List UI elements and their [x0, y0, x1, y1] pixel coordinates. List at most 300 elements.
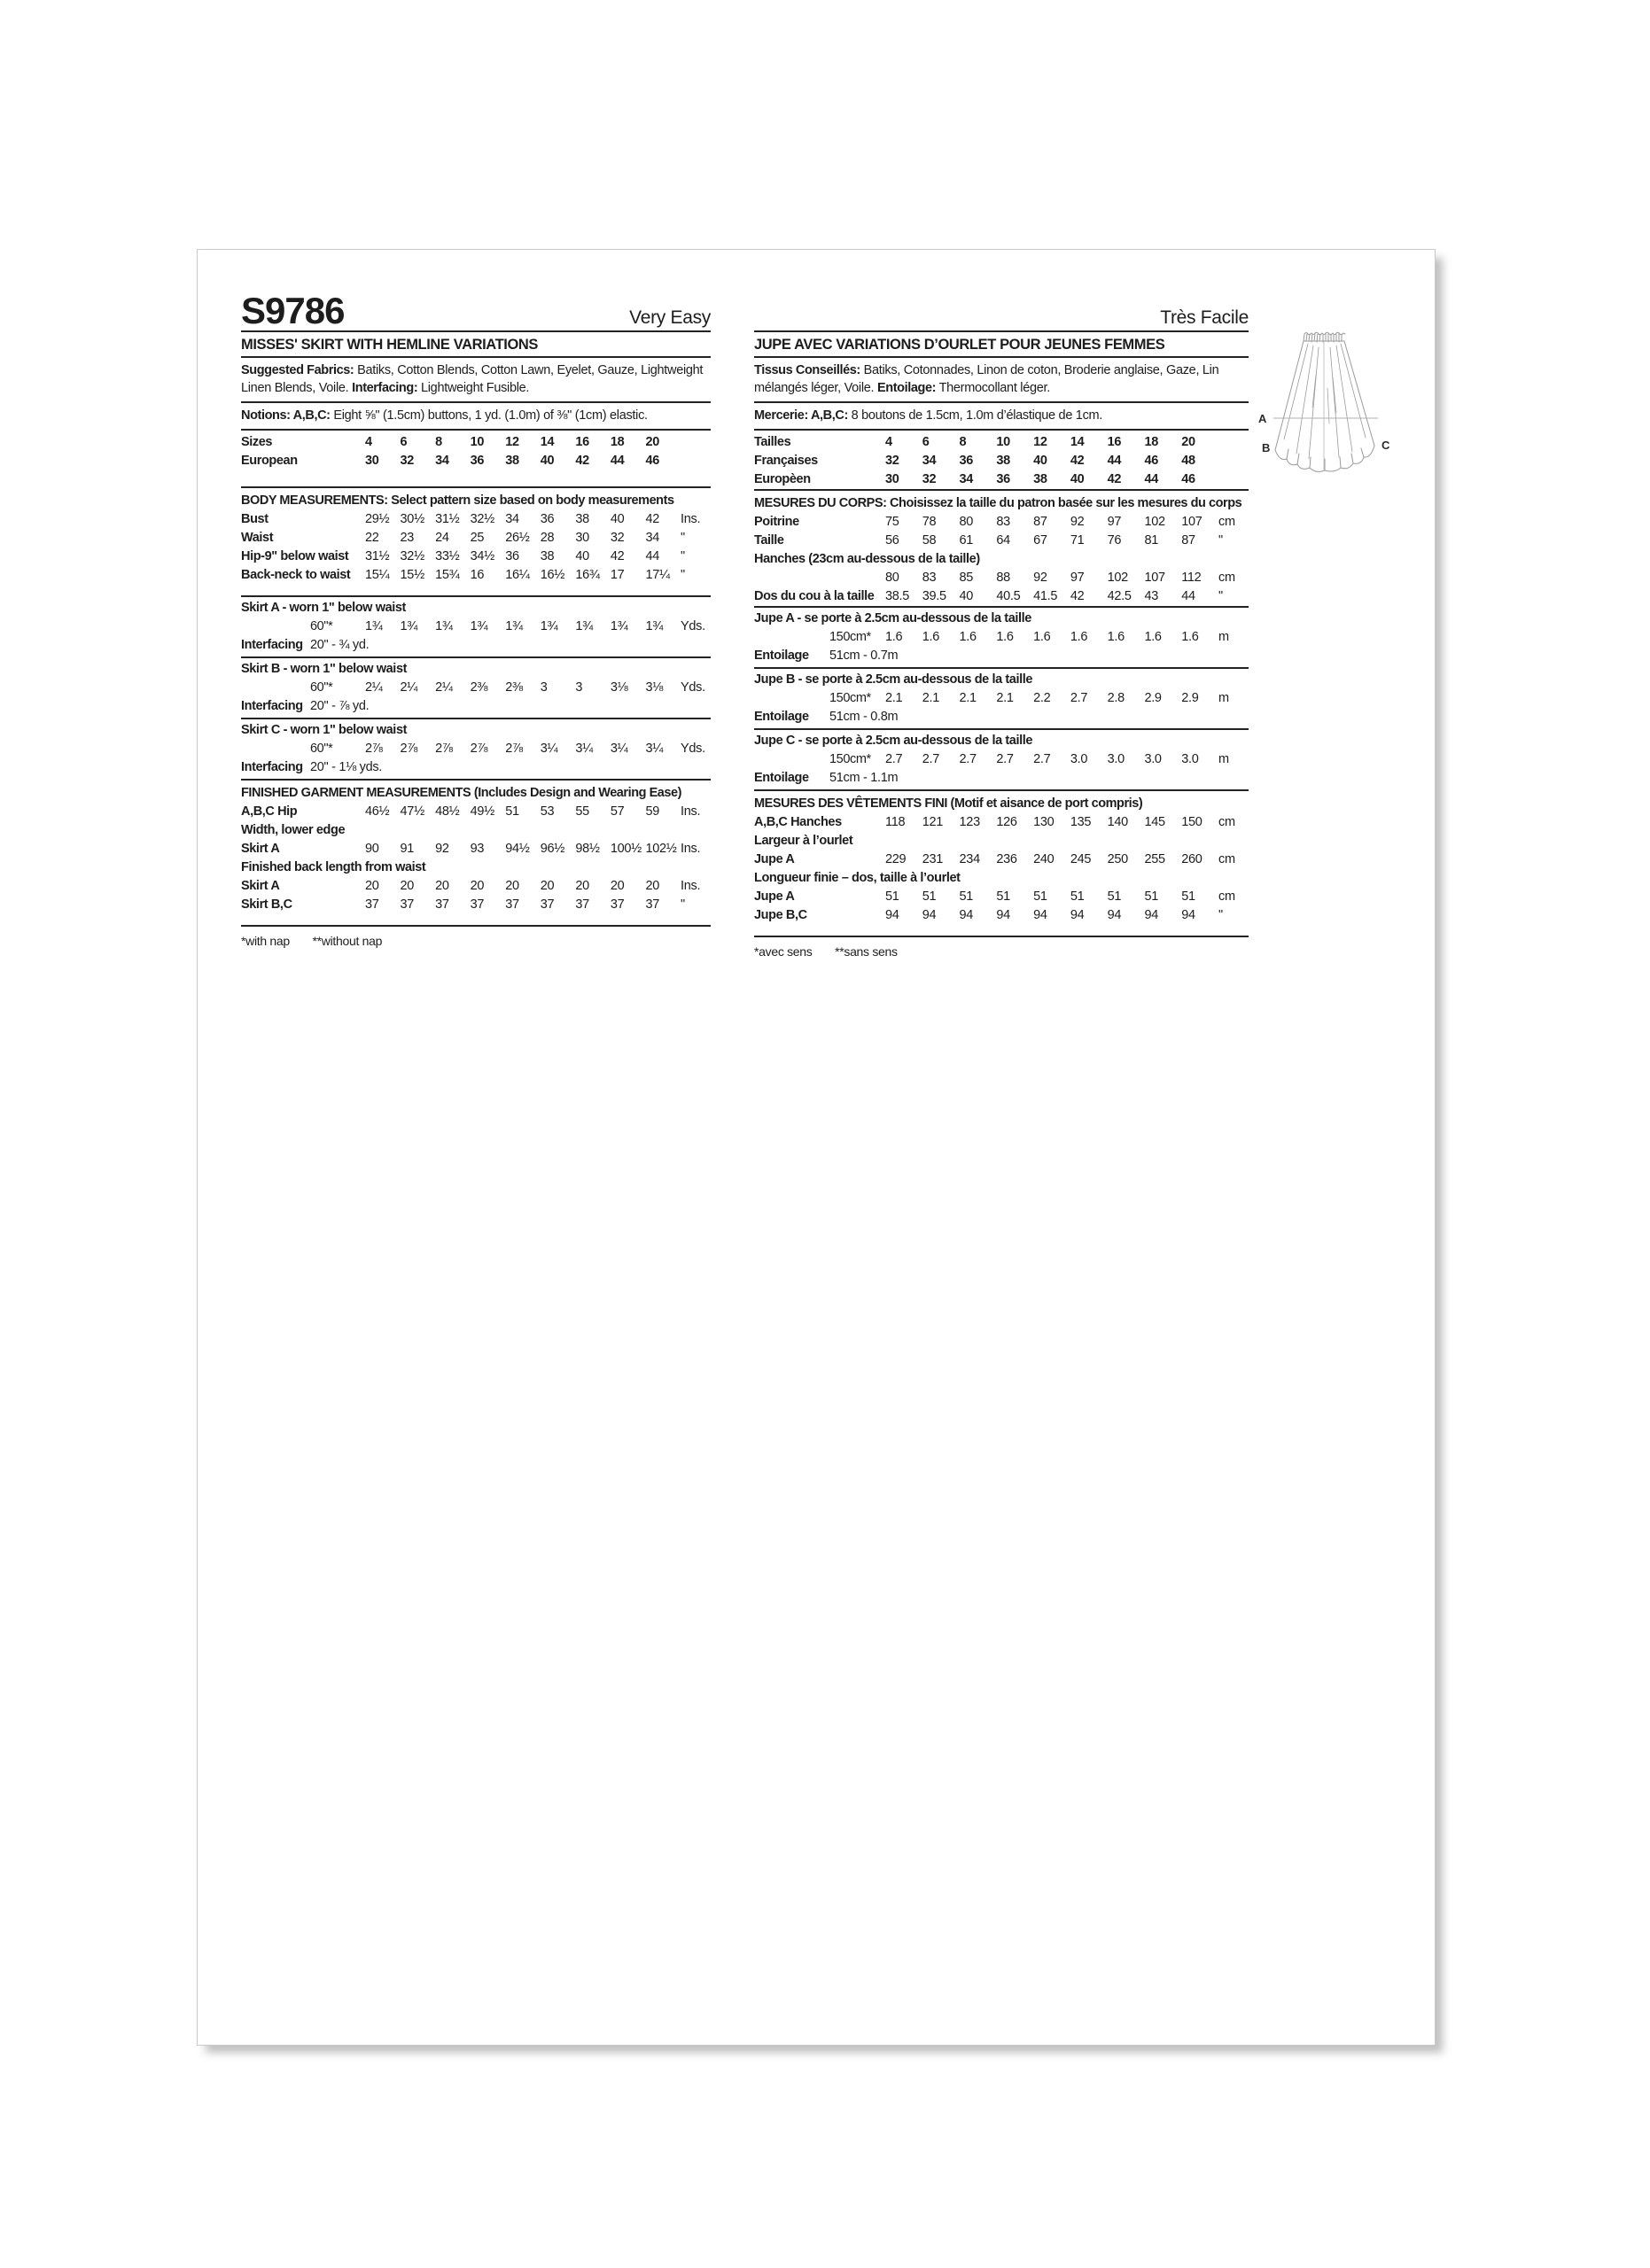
value-cell: 22 — [365, 531, 379, 545]
interfacing-lead-en: Interfacing: — [352, 381, 418, 395]
value-cell: 32½ — [400, 549, 424, 563]
value-cell: 1.6 — [959, 630, 977, 644]
value-cell: 30 — [575, 531, 589, 545]
value-cell: 97 — [1070, 571, 1085, 585]
row-label: Waist — [241, 531, 274, 545]
value-cell: 2.1 — [922, 691, 940, 705]
value-cell: 2¼ — [400, 680, 418, 695]
value-cell: 61 — [959, 533, 974, 548]
value-cell: 1.6 — [1070, 630, 1088, 644]
value-cell: 130 — [1033, 815, 1055, 829]
value-cell: 44 — [1144, 472, 1158, 486]
skirt-heading: Jupe A - se porte à 2.5cm au-dessous de la taille — [754, 611, 1031, 625]
value-cell: 40 — [540, 454, 555, 468]
value-cell: 94 — [1070, 908, 1085, 922]
value-cell: 10 — [470, 435, 485, 449]
value-cell: 46½ — [365, 804, 390, 819]
skirt-illustration — [1252, 326, 1420, 481]
value-cell: 260 — [1181, 852, 1202, 866]
difficulty-label-fr: Très Facile — [1160, 307, 1249, 328]
value-cell: 1.6 — [922, 630, 940, 644]
value-cell: 36 — [996, 472, 1010, 486]
value-cell: 36 — [959, 454, 974, 468]
value-cell: 8 — [959, 435, 967, 449]
footnote-without-nap: **without nap — [312, 934, 383, 948]
value-cell: 58 — [922, 533, 937, 548]
body-measurements-heading-fr: MESURES DU CORPS: Choisissez la taille du patron basée sur les mesures du corps — [754, 496, 1242, 510]
value-cell: 37 — [645, 897, 659, 912]
interfacing-value: 20" - ¾ yd. — [310, 638, 370, 652]
skirt-heading: Skirt B - worn 1" below waist — [241, 662, 408, 676]
value-cell: 56 — [885, 533, 899, 548]
row-values — [365, 548, 681, 566]
value-cell: 1¾ — [645, 619, 663, 633]
value-cell: 2.9 — [1144, 691, 1162, 705]
skirt-heading: Jupe C - se porte à 2.5cm au-dessous de la taille — [754, 734, 1033, 748]
title-en: MISSES' SKIRT WITH HEMLINE VARIATIONS — [241, 332, 711, 358]
table-row — [754, 513, 1249, 532]
table-row — [241, 877, 711, 896]
value-cell: 57 — [610, 804, 625, 819]
row-label: Skirt A — [241, 879, 280, 893]
value-cell: 83 — [922, 571, 937, 585]
value-cell: 67 — [1033, 533, 1047, 548]
row-unit: Yds. — [681, 619, 705, 633]
row-label: Poitrine — [754, 515, 799, 529]
value-cell: 87 — [1181, 533, 1195, 548]
value-cell: 37 — [540, 897, 555, 912]
value-cell: 3 — [575, 680, 583, 695]
row-values — [885, 813, 1218, 832]
value-cell: 2⅜ — [505, 680, 523, 695]
value-cell: 2.7 — [959, 752, 977, 766]
value-cell: 10 — [996, 435, 1010, 449]
interfacing-label: Interfacing — [241, 760, 303, 774]
row-label: Tailles — [754, 435, 791, 449]
row-unit: " — [681, 549, 685, 563]
value-cell: 2.7 — [922, 752, 940, 766]
value-cell: 3¼ — [610, 742, 628, 756]
value-cell: 94 — [885, 908, 899, 922]
value-cell: 36 — [470, 454, 485, 468]
value-cell: 118 — [885, 815, 906, 829]
value-cell: 96½ — [540, 842, 565, 856]
footnote-with-nap: *with nap — [241, 934, 290, 948]
value-cell: 40 — [1070, 472, 1085, 486]
value-cell: 16 — [575, 435, 589, 449]
notions-lead-fr: Mercerie: A,B,C: — [754, 408, 848, 423]
value-cell: 34½ — [470, 549, 494, 563]
value-cell: 1.6 — [1033, 630, 1051, 644]
row-values — [365, 433, 681, 452]
value-cell: 1¾ — [575, 619, 593, 633]
value-cell: 2⅞ — [365, 742, 383, 756]
finished-heading-en: FINISHED GARMENT MEASUREMENTS (Includes Design and Wearing Ease) — [241, 786, 682, 800]
notions-body-en: Eight ⅝" (1.5cm) buttons, 1 yd. (1.0m) of ⅜" (1cm) elastic. — [333, 408, 648, 423]
value-cell: 94 — [922, 908, 937, 922]
value-cell: 88 — [996, 571, 1010, 585]
row-unit: m — [1218, 752, 1229, 766]
value-cell: 49½ — [470, 804, 494, 819]
value-cell: 20 — [365, 879, 379, 893]
row-unit: " — [681, 568, 685, 582]
fabrics-lead-fr: Tissus Conseillés: — [754, 363, 860, 377]
row-label: Jupe A — [754, 852, 795, 866]
interfacing-value: 51cm - 1.1m — [829, 771, 899, 785]
value-cell: 16 — [1107, 435, 1122, 449]
row-values — [365, 740, 681, 758]
value-cell: 94 — [1144, 908, 1158, 922]
row-label: Skirt A — [241, 842, 280, 856]
value-cell: 2.7 — [996, 752, 1014, 766]
table-row — [241, 529, 711, 548]
value-cell: 29½ — [365, 512, 390, 526]
notions-line-fr — [754, 403, 1249, 431]
row-unit: Ins. — [681, 804, 701, 819]
value-cell: 2.1 — [885, 691, 903, 705]
value-cell: 51 — [959, 889, 974, 904]
value-cell: 1¾ — [435, 619, 453, 633]
value-cell: 40.5 — [996, 589, 1021, 603]
fabric-width-label: 60"* — [310, 619, 333, 633]
value-cell: 15¼ — [365, 568, 390, 582]
row-label: Jupe B,C — [754, 908, 807, 922]
value-cell: 55 — [575, 804, 589, 819]
value-cell: 34 — [505, 512, 519, 526]
value-cell: 47½ — [400, 804, 424, 819]
row-label: A,B,C Hip — [241, 804, 298, 819]
value-cell: 2.8 — [1107, 691, 1125, 705]
value-cell: 51 — [885, 889, 899, 904]
value-cell: 71 — [1070, 533, 1085, 548]
value-cell: 1.6 — [1144, 630, 1162, 644]
value-cell: 236 — [996, 852, 1017, 866]
value-cell: 39.5 — [922, 589, 946, 603]
value-cell: 32 — [400, 454, 415, 468]
value-cell: 18 — [1144, 435, 1158, 449]
value-cell: 145 — [1144, 815, 1165, 829]
row-unit — [1218, 433, 1249, 452]
value-cell: 34 — [922, 454, 937, 468]
value-cell: 16¼ — [505, 568, 530, 582]
sub-section-label: Largeur à l’ourlet — [754, 834, 853, 848]
table-row — [241, 510, 711, 529]
row-unit: " — [681, 531, 685, 545]
value-cell: 51 — [1070, 889, 1085, 904]
value-cell: 16 — [470, 568, 485, 582]
value-cell: 31½ — [435, 512, 460, 526]
value-cell: 78 — [922, 515, 937, 529]
interfacing-label: Entoilage — [754, 771, 809, 785]
value-cell: 17 — [610, 568, 625, 582]
row-values — [365, 840, 681, 858]
row-values — [885, 906, 1218, 925]
row-values — [365, 803, 681, 821]
sub-section-label: Longueur finie – dos, taille à l’ourlet — [754, 871, 961, 885]
value-cell: 3.0 — [1070, 752, 1088, 766]
row-values — [885, 888, 1218, 906]
skirt-a-yardage-en — [241, 597, 711, 658]
value-cell: 37 — [610, 897, 625, 912]
value-cell: 14 — [1070, 435, 1085, 449]
value-cell: 1¾ — [540, 619, 558, 633]
fabric-width-label: 150cm* — [829, 691, 871, 705]
value-cell: 2.2 — [1033, 691, 1051, 705]
value-cell: 107 — [1144, 571, 1165, 585]
value-cell: 38 — [540, 549, 555, 563]
value-cell: 30 — [885, 472, 899, 486]
value-cell: 38.5 — [885, 589, 910, 603]
value-cell: 20 — [540, 879, 555, 893]
row-unit: cm — [1218, 815, 1235, 829]
row-unit: Ins. — [681, 879, 701, 893]
table-row — [241, 740, 711, 758]
value-cell: 37 — [470, 897, 485, 912]
value-cell: 42.5 — [1107, 589, 1132, 603]
value-cell: 43 — [1144, 589, 1158, 603]
row-values — [885, 750, 1218, 769]
row-unit: " — [1218, 589, 1223, 603]
value-cell: 51 — [1033, 889, 1047, 904]
value-cell: 121 — [922, 815, 944, 829]
value-cell: 33½ — [435, 549, 460, 563]
table-row — [754, 452, 1249, 470]
english-column — [241, 291, 711, 950]
value-cell: 107 — [1181, 515, 1202, 529]
value-cell: 51 — [922, 889, 937, 904]
row-unit: " — [1218, 533, 1223, 548]
body-measurements-table-fr — [754, 491, 1249, 608]
footnote-fr — [754, 937, 1249, 960]
value-cell: 1¾ — [400, 619, 418, 633]
row-unit: cm — [1218, 571, 1235, 585]
value-cell: 3¼ — [540, 742, 558, 756]
value-cell: 3¼ — [575, 742, 593, 756]
value-cell: 24 — [435, 531, 449, 545]
value-cell: 20 — [400, 879, 415, 893]
table-row — [754, 906, 1249, 925]
fabrics-lead-en: Suggested Fabrics: — [241, 363, 354, 377]
value-cell: 34 — [435, 454, 449, 468]
value-cell: 26½ — [505, 531, 530, 545]
row-values — [885, 532, 1218, 550]
value-cell: 38 — [575, 512, 589, 526]
value-cell: 2¼ — [435, 680, 453, 695]
value-cell: 51 — [1144, 889, 1158, 904]
value-cell: 8 — [435, 435, 442, 449]
value-cell: 18 — [610, 435, 625, 449]
row-label: European — [241, 454, 298, 468]
value-cell: 46 — [1181, 472, 1195, 486]
french-column — [754, 291, 1249, 960]
value-cell: 150 — [1181, 815, 1202, 829]
value-cell: 12 — [1033, 435, 1047, 449]
value-cell: 91 — [400, 842, 415, 856]
value-cell: 16¾ — [575, 568, 600, 582]
value-cell: 51 — [1107, 889, 1122, 904]
value-cell: 37 — [505, 897, 519, 912]
row-label: A,B,C Hanches — [754, 815, 842, 829]
value-cell: 93 — [470, 842, 485, 856]
value-cell: 240 — [1033, 852, 1055, 866]
value-cell: 1¾ — [505, 619, 523, 633]
sizes-table-en — [241, 431, 711, 488]
value-cell: 38 — [505, 454, 519, 468]
value-cell: 30 — [365, 454, 379, 468]
value-cell: 37 — [400, 897, 415, 912]
row-unit: " — [681, 897, 685, 912]
value-cell: 245 — [1070, 852, 1092, 866]
value-cell: 12 — [505, 435, 519, 449]
table-row — [241, 548, 711, 566]
row-values — [365, 617, 681, 636]
notions-body-fr: 8 boutons de 1.5cm, 1.0m d’élastique de 1cm. — [851, 408, 1103, 423]
table-row — [241, 566, 711, 585]
row-values — [365, 452, 681, 470]
value-cell: 6 — [922, 435, 930, 449]
value-cell: 15¾ — [435, 568, 460, 582]
value-cell: 51 — [505, 804, 519, 819]
value-cell: 42 — [610, 549, 625, 563]
finished-measurements-table-en — [241, 781, 711, 927]
table-row — [754, 532, 1249, 550]
footnote-sans-sens: **sans sens — [835, 944, 898, 959]
finished-measurements-table-fr — [754, 791, 1249, 937]
value-cell: 32 — [885, 454, 899, 468]
row-unit: Yds. — [681, 680, 705, 695]
value-cell: 231 — [922, 852, 944, 866]
interfacing-value: 51cm - 0.7m — [829, 649, 899, 663]
value-cell: 2⅞ — [505, 742, 523, 756]
row-values — [885, 513, 1218, 532]
skirt-heading: Jupe B - se porte à 2.5cm au-dessous de la taille — [754, 672, 1033, 687]
value-cell: 94½ — [505, 842, 530, 856]
row-label — [754, 569, 885, 587]
value-cell: 94 — [996, 908, 1010, 922]
table-row — [754, 888, 1249, 906]
value-cell: 92 — [1070, 515, 1085, 529]
row-values — [365, 566, 681, 585]
row-values — [365, 896, 681, 914]
sizes-table-fr — [754, 431, 1249, 491]
interfacing-value: 51cm - 0.8m — [829, 710, 899, 724]
value-cell: 20 — [470, 879, 485, 893]
value-cell: 2.7 — [1033, 752, 1051, 766]
value-cell: 4 — [365, 435, 372, 449]
value-cell: 1¾ — [610, 619, 628, 633]
value-cell: 87 — [1033, 515, 1047, 529]
value-cell: 140 — [1107, 815, 1128, 829]
value-cell: 85 — [959, 571, 974, 585]
skirt-c-yardage-en — [241, 719, 711, 781]
value-cell: 3.0 — [1181, 752, 1199, 766]
row-label: Sizes — [241, 435, 273, 449]
row-values — [885, 587, 1218, 606]
value-cell: 255 — [1144, 852, 1165, 866]
jupe-a-yardage-fr — [754, 608, 1249, 669]
value-cell: 3⅛ — [645, 680, 663, 695]
table-row — [754, 587, 1249, 606]
interfacing-row — [241, 758, 711, 777]
table-row — [754, 470, 1249, 489]
notions-line-en — [241, 403, 711, 431]
table-row — [754, 433, 1249, 452]
value-cell: 2.7 — [885, 752, 903, 766]
notions-lead-en: Notions: A,B,C: — [241, 408, 331, 423]
value-cell: 81 — [1144, 533, 1158, 548]
interfacing-label: Interfacing — [241, 638, 303, 652]
value-cell: 123 — [959, 815, 980, 829]
value-cell: 48 — [1181, 454, 1195, 468]
interfacing-row — [241, 697, 711, 716]
value-cell: 37 — [575, 897, 589, 912]
title-fr: JUPE AVEC VARIATIONS D’OURLET POUR JEUNES FEMMES — [754, 332, 1249, 358]
row-label: Europèen — [754, 472, 811, 486]
french-header — [754, 291, 1249, 332]
row-label: Skirt B,C — [241, 897, 292, 912]
table-row — [754, 750, 1249, 769]
interfacing-row — [754, 769, 1249, 788]
value-cell: 98½ — [575, 842, 600, 856]
interfacing-body-en: Lightweight Fusible. — [421, 381, 530, 395]
value-cell: 6 — [400, 435, 408, 449]
interfacing-row — [754, 647, 1249, 665]
row-unit: Ins. — [681, 842, 701, 856]
value-cell: 36 — [540, 512, 555, 526]
fabric-width-label: 60"* — [310, 680, 333, 695]
value-cell: 44 — [645, 549, 659, 563]
body-measurements-table-en — [241, 488, 711, 597]
body-measurements-heading-en: BODY MEASUREMENTS: Select pattern size based on body measurements — [241, 493, 674, 508]
value-cell: 48½ — [435, 804, 460, 819]
table-row — [241, 433, 711, 452]
value-cell: 102 — [1144, 515, 1165, 529]
row-label: Françaises — [754, 454, 818, 468]
value-cell: 40 — [610, 512, 625, 526]
finished-heading-fr: MESURES DES VÊTEMENTS FINI (Motif et aisance de port compris) — [754, 796, 1143, 811]
row-unit: cm — [1218, 889, 1235, 904]
value-cell: 44 — [1181, 589, 1195, 603]
value-cell: 20 — [645, 879, 659, 893]
value-cell: 38 — [996, 454, 1010, 468]
row-label: Back-neck to waist — [241, 568, 351, 582]
row-label: Hip-9" below waist — [241, 549, 349, 563]
value-cell: 2.1 — [996, 691, 1014, 705]
value-cell: 229 — [885, 852, 907, 866]
interfacing-row — [754, 708, 1249, 726]
value-cell: 59 — [645, 804, 659, 819]
value-cell: 14 — [540, 435, 555, 449]
value-cell: 17¼ — [645, 568, 670, 582]
value-cell: 23 — [400, 531, 415, 545]
interfacing-value: 20" - 1⅛ yds. — [310, 760, 383, 774]
value-cell: 3⅛ — [610, 680, 628, 695]
value-cell: 31½ — [365, 549, 390, 563]
fabrics-paragraph-en — [241, 358, 711, 403]
interfacing-body-fr: Thermocollant léger. — [938, 381, 1050, 395]
fabrics-body-en: Batiks, Cotton Blends, Cotton Lawn, Eyelet, Gauze, Lightweight Linen Blends, Voile. — [241, 363, 704, 395]
value-cell: 75 — [885, 515, 899, 529]
value-cell: 51 — [1181, 889, 1195, 904]
row-label: Jupe A — [754, 889, 795, 904]
table-row — [754, 569, 1249, 587]
value-cell: 135 — [1070, 815, 1092, 829]
difficulty-label-en: Very Easy — [629, 307, 711, 328]
value-cell: 1¾ — [365, 619, 383, 633]
value-cell: 42 — [645, 512, 659, 526]
value-cell: 46 — [1144, 454, 1158, 468]
skirt-b-yardage-en — [241, 658, 711, 719]
